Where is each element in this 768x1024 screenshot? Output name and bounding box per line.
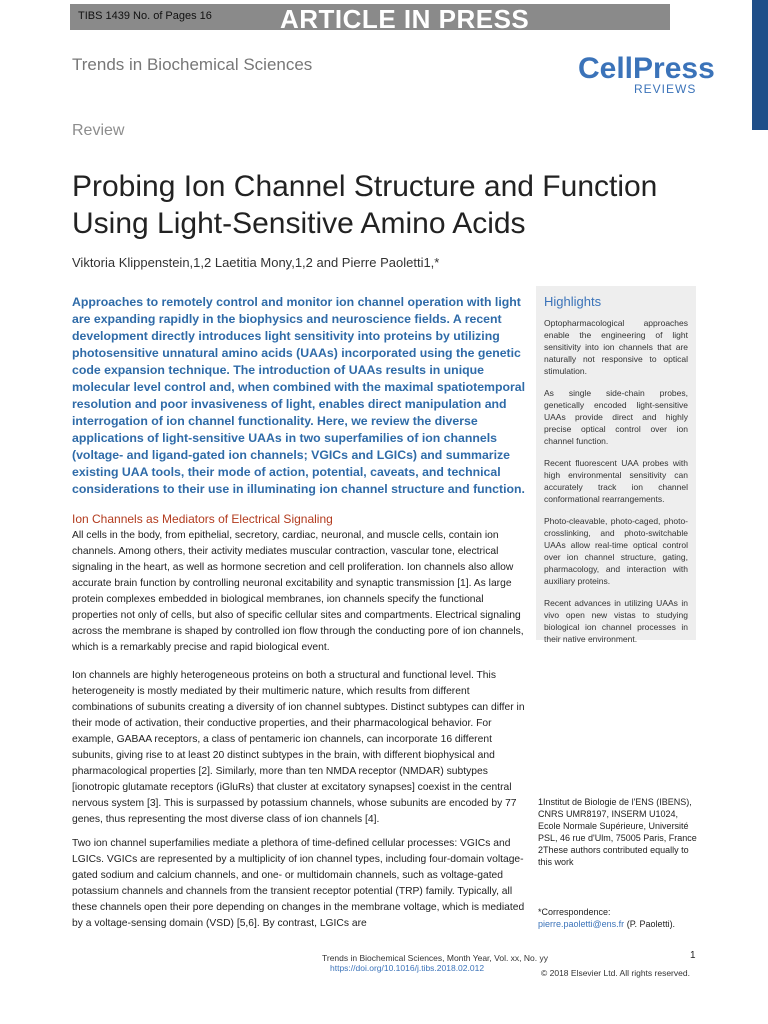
body-paragraph: All cells in the body, from epithelial, secretory, cardiac, neuronal, and muscle cells, contain ion channels. Among others, their activity mediates muscular contraction, vascular tone, electrical signaling in the heart, as well as hormone secretion and cell proliferation. Ion channels also allow accurate brain function by controlling neuronal excitability and synaptic transmission [1]. As large protein complexes embedded in biological membranes, ion channels specify the functional properties not only of cells, but also of specific cellular sites and compartments. Electrical signaling across the membrane is shaped by controlled ion flow through the conducting pore of ion channels, which is a remarkably precise and rapid biological event. bbox=[72, 530, 524, 653]
publisher-logo: CellPress bbox=[578, 52, 715, 85]
body-paragraph: Two ion channel superfamilies mediate a plethora of time-defined cellular processes: VGICs and LGICs. VGICs are represented by a multiplicity of ion channel types, including four-domain voltage-gated sodium and calcium channels, and one- or multidomain channels, such as voltage-gated potassium channels and channels from the transient receptor potential (TRP) family. Typically, all these channels open their pore depending on changes in the membrane voltage, which is mediated by a voltage-sensing domain (VSD) [5,6]. By contrast, LGICs are bbox=[72, 838, 525, 929]
article-in-press-banner: ARTICLE IN PRESS bbox=[280, 4, 530, 34]
publisher-subtitle: REVIEWS bbox=[634, 82, 697, 96]
highlight-item: As single side-chain probes, genetically encoded light-sensitive UAAs provide direct and highly precise optical control over ion channel function. bbox=[544, 388, 688, 446]
article-status-bar bbox=[70, 4, 670, 34]
copyright: © 2018 Elsevier Ltd. All rights reserved. bbox=[541, 968, 690, 978]
highlight-item: Optopharmacological approaches enable the engineering of light sensitivity into ion channels that are naturally not responsive to optical stimulation. bbox=[544, 318, 688, 376]
highlights-box bbox=[536, 286, 696, 644]
article-type: Review bbox=[72, 122, 125, 139]
section-heading: Ion Channels as Mediators of Electrical Signaling bbox=[72, 512, 333, 526]
author-list: Viktoria Klippenstein,1,2 Laetitia Mony,1,2 and Pierre Paoletti1,* bbox=[72, 255, 440, 270]
affiliations: 1Institut de Biologie de l'ENS (IBENS), CNRS UMR8197, INSERM U1024, Ecole Normale Supérieure, Université PSL, 46 rue d'Ulm, 75005 Paris, France 2These authors contributed equally to this work bbox=[538, 797, 697, 867]
highlights-title: Highlights bbox=[544, 294, 602, 309]
correspondence bbox=[538, 906, 703, 930]
highlight-item: Recent advances in utilizing UAAs in vivo open new vistas to studying biological ion channel processes in their native environment. bbox=[544, 598, 688, 644]
page-number: 1 bbox=[690, 950, 696, 961]
manuscript-meta: TIBS 1439 No. of Pages 16 bbox=[78, 10, 212, 22]
doi-link[interactable]: https://doi.org/10.1016/j.tibs.2018.02.012 bbox=[330, 963, 485, 973]
highlight-item: Recent fluorescent UAA probes with high environmental sensitivity can accurately track ion channel conformational rearrangements. bbox=[544, 458, 688, 504]
citation-line: Trends in Biochemical Sciences, Month Year, Vol. xx, No. yy bbox=[322, 953, 548, 963]
correspondence-email-link[interactable]: pierre.paoletti@ens.fr bbox=[538, 919, 625, 929]
edge-tab bbox=[752, 0, 768, 130]
highlight-item: Photo-cleavable, photo-caged, photo-crosslinking, and photo-switchable UAAs allow real-time optical control over ion channel structure, gating, pharmacology, and interaction with auxiliary proteins. bbox=[544, 516, 688, 586]
body-paragraph: Ion channels are highly heterogeneous proteins on both a structural and functional level. This heterogeneity is mostly mediated by their multimeric nature, which results from different combinations of subunits creating a diversity of ion channel subtypes. Distinct subtypes can differ in their mode of activation, their conductive properties, and their pharmacological behavior. For example, GABAA receptors, a class of pentameric ion channels, can incorporate 16 different subunits, giving rise to at least 20 distinct subtypes in the brain, with different biophysical and pharmacological properties [2]. Similarly, more than ten NMDA receptor (NMDAR) subtypes [ionotropic glutamate receptors (iGluRs) that cluster at excitatory synapses] coexist in the central nervous system [3]. This is surpassed by potassium channels, whose subunits are encoded by 77 genes, thus representing the most diverse class of ion channels [4]. bbox=[72, 670, 525, 825]
correspondence-label: *Correspondence: bbox=[538, 907, 611, 917]
article-title: Probing Ion Channel Structure and Function Using Light-Sensitive Amino Acids bbox=[72, 170, 658, 241]
journal-title: Trends in Biochemical Sciences bbox=[72, 55, 313, 74]
correspondence-name: (P. Paoletti). bbox=[626, 919, 676, 929]
abstract: Approaches to remotely control and monitor ion channel operation with light are expanding rapidly in the biophysics and neuroscience fields. A recent development directly introduces light sensitivity into proteins by utilizing photosensitive unnatural amino acids (UAAs) incorporated using the genetic code expansion technique. The introduction of UAAs results in unique molecular level control and, when combined with the maximal spatiotemporal resolution and poor invasiveness of light, enables direct manipulation and interrogation of ion channel functionality. Here, we review the diverse applications of light-sensitive UAAs in two superfamilies of ion channels (voltage- and ligand-gated ion channels; VGICs and LGICs) and summarize existing UAA tools, their mode of action, potential, caveats, and technical considerations to their use in illuminating ion channel structure and function. bbox=[72, 295, 526, 496]
